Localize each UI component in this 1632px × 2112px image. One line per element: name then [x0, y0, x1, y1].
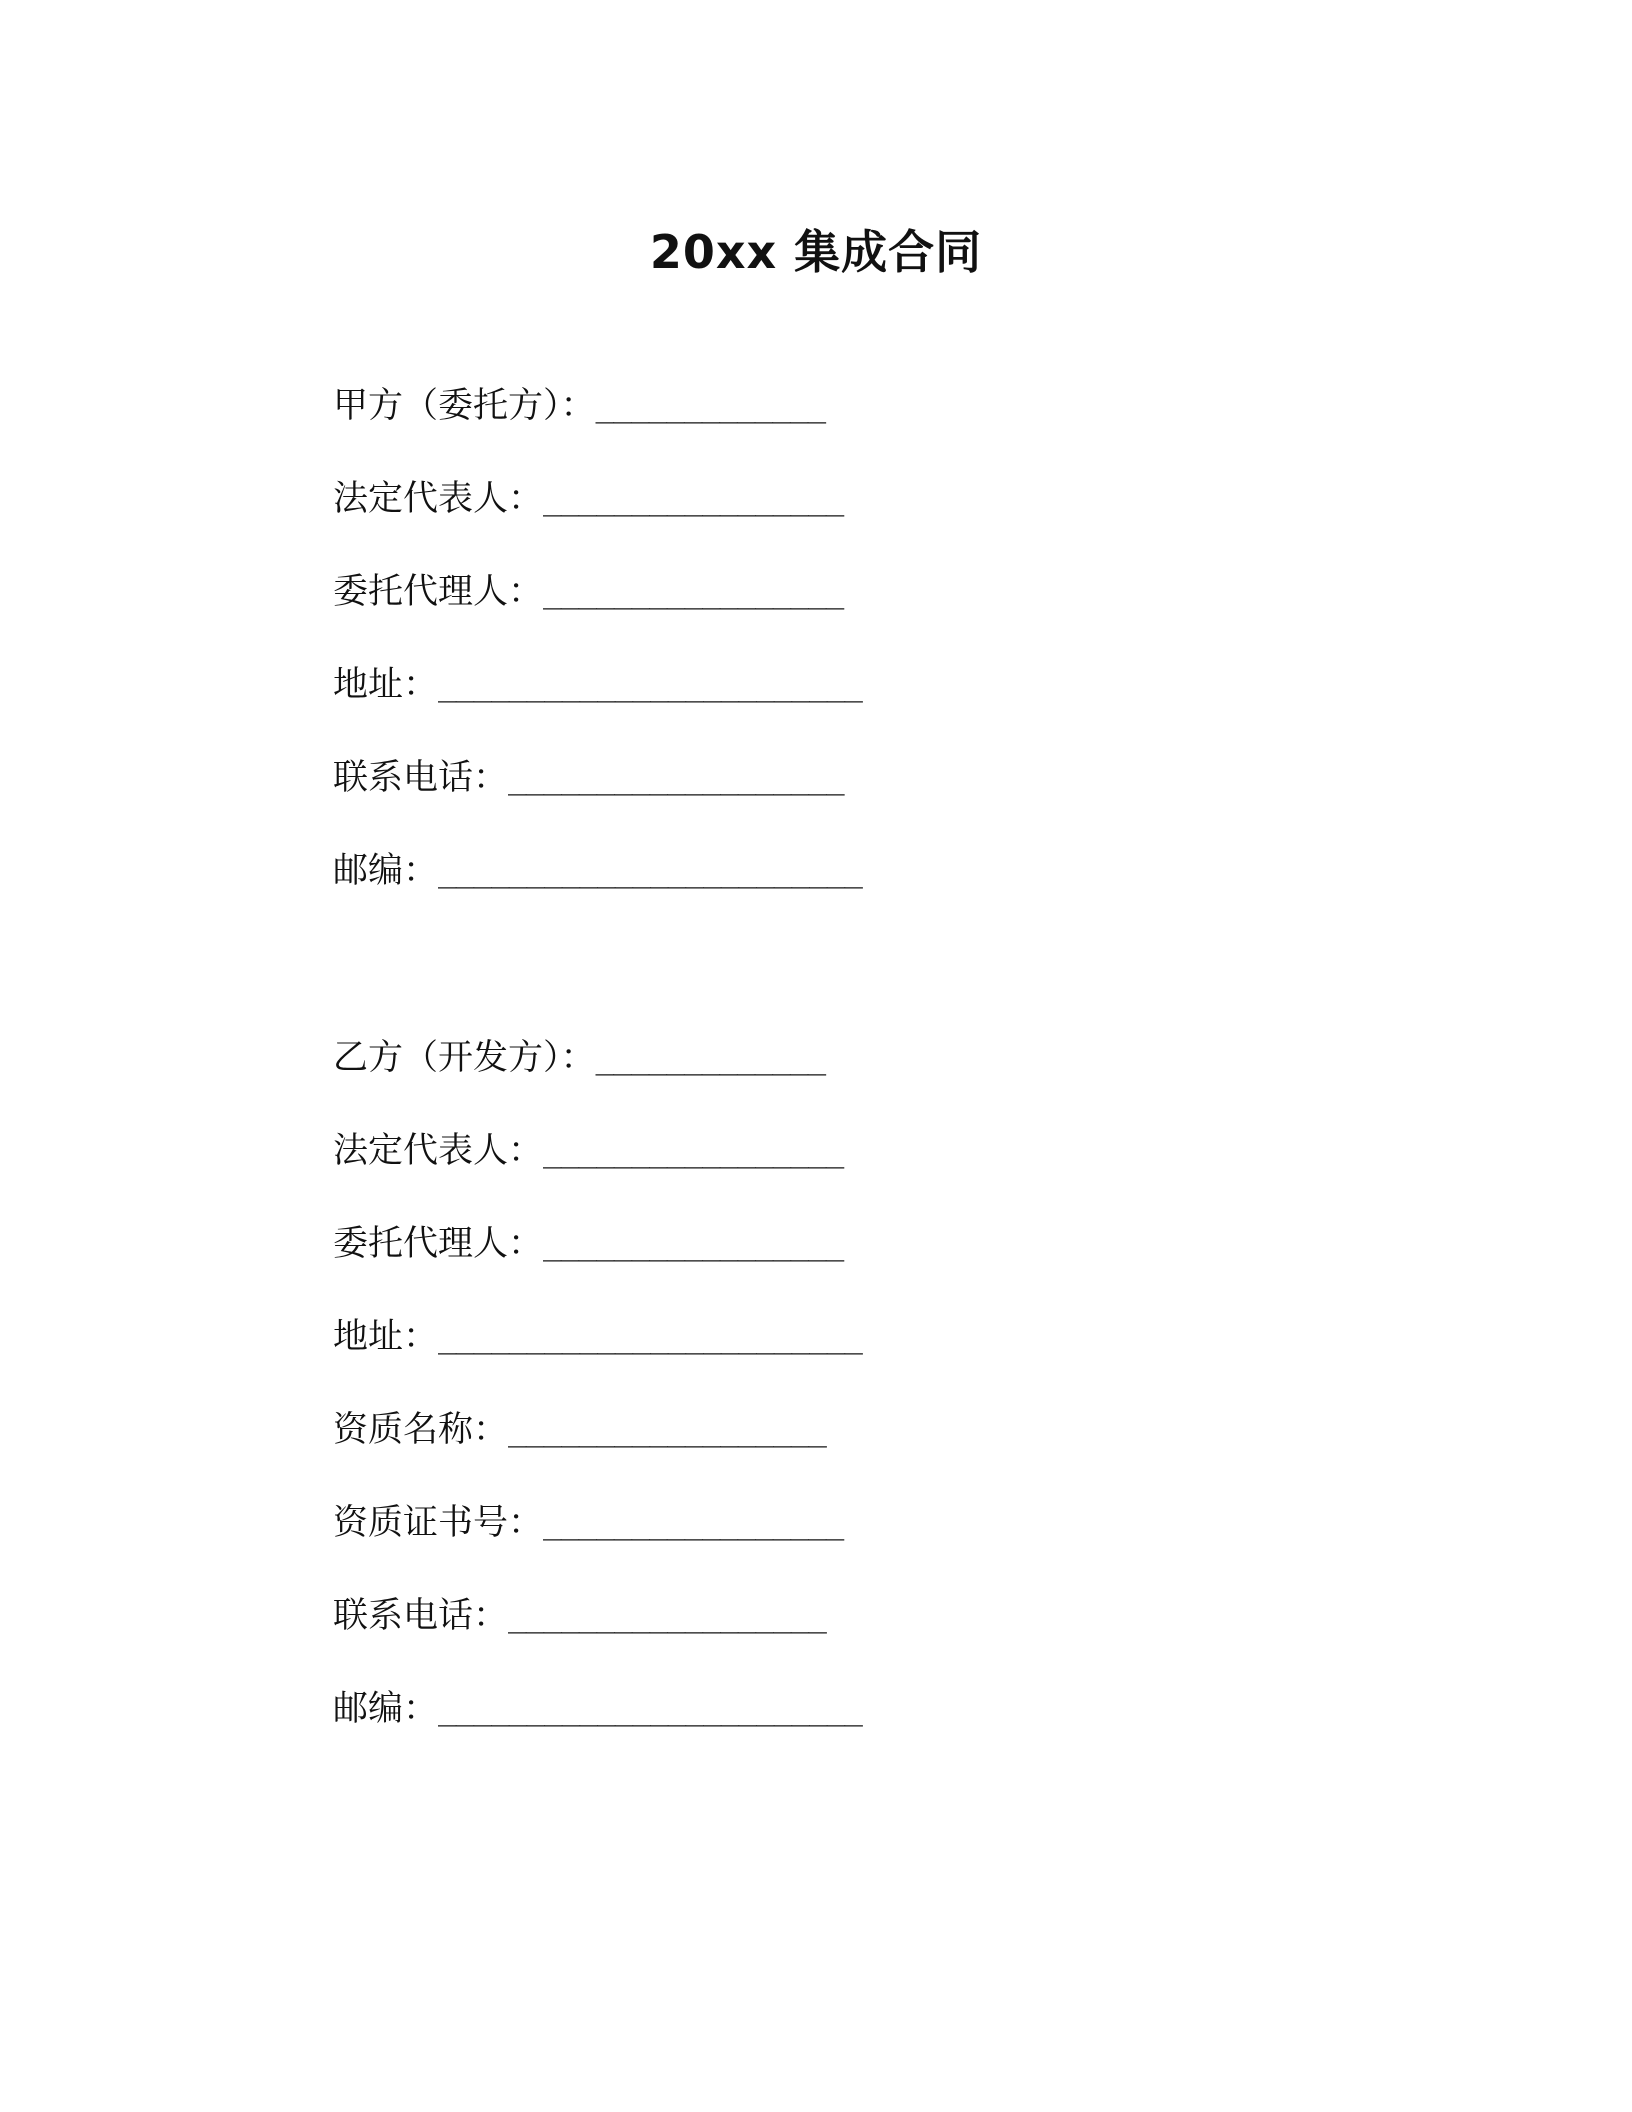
document-title: 20xx 集成合同	[649, 225, 983, 279]
blank-line: ________________________	[438, 853, 862, 889]
party-b-legal-rep-field	[333, 1125, 862, 1218]
field-label: 资质名称：	[333, 1410, 509, 1450]
party-a-postcode-field	[333, 845, 862, 938]
party-b-address-field	[333, 1311, 862, 1404]
party-b-qualification-name-field	[333, 1404, 862, 1497]
blank-line: _________________	[543, 481, 844, 517]
party-b-name-field	[333, 1032, 862, 1125]
blank-line: ________________________	[438, 667, 862, 703]
field-label: 地址：	[333, 665, 439, 705]
field-label: 甲方（委托方）：	[333, 386, 596, 426]
party-b-phone-field	[333, 1590, 862, 1683]
field-label: 邮编：	[333, 1689, 439, 1729]
blank-line: _________________	[543, 1226, 844, 1262]
blank-line: ________________________	[438, 1319, 862, 1355]
party-a-section	[333, 380, 862, 938]
party-b-postcode-field	[333, 1683, 862, 1776]
party-b-section	[333, 1032, 862, 1776]
field-label: 委托代理人：	[333, 1224, 544, 1264]
field-label: 地址：	[333, 1317, 439, 1357]
blank-line: _________________	[543, 1133, 844, 1169]
blank-line: __________________	[508, 1412, 826, 1448]
party-a-phone-field	[333, 752, 862, 845]
blank-line: ___________________	[508, 760, 844, 796]
blank-line: ________________________	[438, 1691, 862, 1727]
field-label: 委托代理人：	[333, 572, 544, 612]
party-a-name-field	[333, 380, 862, 473]
blank-line: __________________	[508, 1598, 826, 1634]
field-label: 联系电话：	[333, 758, 509, 798]
field-label: 乙方（开发方）：	[333, 1038, 596, 1078]
party-b-certificate-number-field	[333, 1497, 862, 1590]
party-a-legal-rep-field	[333, 473, 862, 566]
field-label: 邮编：	[333, 851, 439, 891]
party-a-agent-field	[333, 566, 862, 659]
blank-line: _____________	[595, 388, 826, 424]
field-label: 联系电话：	[333, 1596, 509, 1636]
party-b-agent-field	[333, 1218, 862, 1311]
field-label: 法定代表人：	[333, 1131, 544, 1171]
blank-line: _________________	[543, 1505, 844, 1541]
blank-line: _________________	[543, 574, 844, 610]
field-label: 法定代表人：	[333, 479, 544, 519]
party-a-address-field	[333, 659, 862, 752]
blank-line: _____________	[595, 1040, 826, 1076]
field-label: 资质证书号：	[333, 1503, 544, 1543]
